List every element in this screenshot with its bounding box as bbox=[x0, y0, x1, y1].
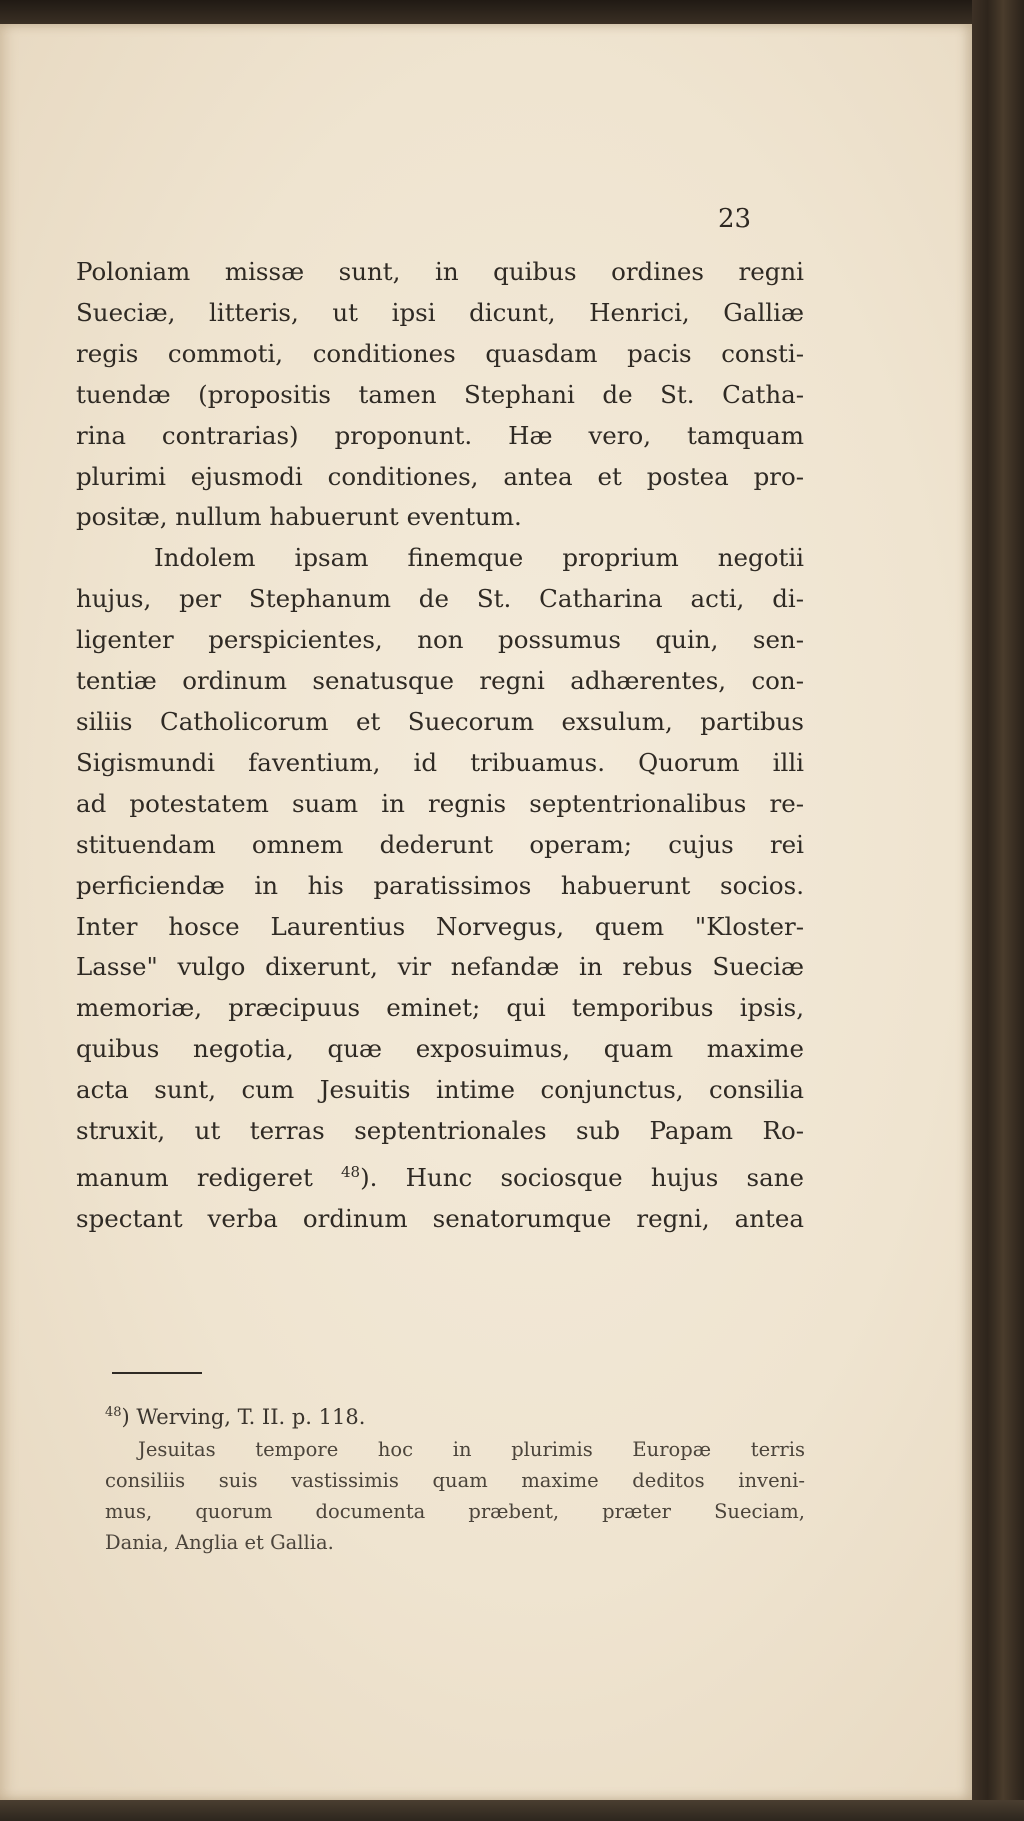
body-line: acta sunt, cum Jesuitis intime conjunctus, consilia bbox=[76, 1075, 804, 1105]
body-line: ad potestatem suam in regnis septentrionalibus re- bbox=[76, 788, 804, 818]
body-line-with-footnote bbox=[76, 1152, 804, 1199]
body-line: plurimi ejusmodi conditiones, antea et postea pro- bbox=[76, 461, 804, 491]
body-line: Lasse" vulgo dixerunt, vir nefandæ in rebus Sueciæ bbox=[76, 952, 804, 982]
body-line: Indolem ipsam finemque proprium negotii bbox=[154, 543, 804, 573]
body-line: Sueciæ, litteris, ut ipsi dicunt, Henrici, Galliæ bbox=[76, 297, 804, 327]
body-line: tentiæ ordinum senatusque regni adhærentes, con- bbox=[76, 666, 804, 696]
body-line: quibus negotia, quæ exposuimus, quam maxime bbox=[76, 1034, 804, 1064]
footnotes bbox=[105, 1396, 805, 1558]
body-line: Poloniam missæ sunt, in quibus ordines regni bbox=[76, 257, 804, 286]
body-line: tuendæ (propositis tamen Stephani de St. Catha- bbox=[76, 379, 804, 409]
body-line: perficiendæ in his paratissimos habuerunt socios. bbox=[76, 870, 804, 900]
footnote-line: Dania, Anglia et Gallia. bbox=[105, 1531, 334, 1554]
footnote-number: 48 bbox=[105, 1405, 122, 1420]
body-line: Sigismundi faventium, id tribuamus. Quorum illi bbox=[76, 747, 804, 777]
body-line: ligenter perspicientes, non possumus quin, sen- bbox=[76, 625, 804, 655]
footnote-separator bbox=[112, 1372, 202, 1374]
body-line: memoriæ, præcipuus eminet; qui temporibus ipsis, bbox=[76, 993, 804, 1023]
book-page bbox=[0, 24, 972, 1800]
bottom-edge-band bbox=[0, 1800, 1024, 1821]
body-line-start: manum redigeret bbox=[76, 1162, 313, 1192]
body-line: spectant verba ordinum senatorumque regni, antea bbox=[76, 1203, 804, 1233]
footnote-line: Jesuitas tempore hoc in plurimis Europæ terris bbox=[138, 1438, 805, 1461]
footnote-reference bbox=[105, 1396, 805, 1434]
body-line: stituendam omnem dederunt operam; cujus rei bbox=[76, 829, 804, 859]
footnote-citation: ) Werving, T. II. p. 118. bbox=[121, 1405, 366, 1429]
page-number: 23 bbox=[718, 204, 752, 234]
page-edge-shadow bbox=[972, 0, 1024, 1821]
body-line: hujus, per Stephanum de St. Catharina acti, di- bbox=[76, 584, 804, 614]
body-line-tail: ). Hunc sociosque hujus sane bbox=[360, 1162, 804, 1192]
body-line: siliis Catholicorum et Suecorum exsulum, partibus bbox=[76, 706, 804, 736]
footnote-line: mus, quorum documenta præbent, præter Sueciam, bbox=[105, 1500, 805, 1523]
body-line: regis commoti, conditiones quasdam pacis consti- bbox=[76, 338, 804, 368]
footnote-line: consiliis suis vastissimis quam maxime deditos inveni- bbox=[105, 1469, 805, 1492]
body-line: struxit, ut terras septentrionales sub Papam Ro- bbox=[76, 1116, 804, 1146]
body-line: rina contrarias) proponunt. Hæ vero, tamquam bbox=[76, 420, 804, 450]
footnote-body bbox=[105, 1434, 805, 1558]
body-text bbox=[76, 252, 804, 1240]
footnote-marker: 48 bbox=[341, 1162, 361, 1181]
top-shadow-band bbox=[0, 0, 1024, 24]
body-line: positæ, nullum habuerunt eventum. bbox=[76, 502, 522, 532]
body-line: Inter hosce Laurentius Norvegus, quem "Kloster- bbox=[76, 911, 804, 941]
